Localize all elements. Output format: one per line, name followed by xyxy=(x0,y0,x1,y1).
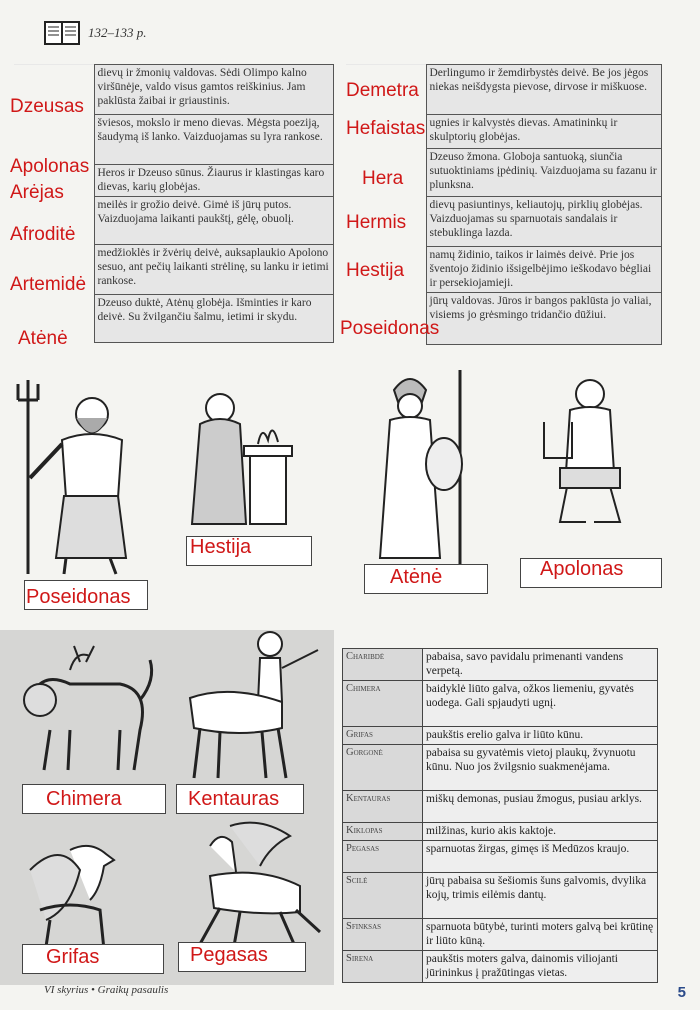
desc-cell: medžioklės ir žvėrių deivė, auksaplaukio Apolono sesuo, ant pečių laikanti strėlinę, su lanku ir ietimi rankose. xyxy=(94,245,334,295)
creature-table xyxy=(342,648,658,983)
answer-label: Hera xyxy=(362,168,404,189)
desc-cell: šviesos, mokslo ir meno dievas. Mėgsta poeziją, šaudymą iš lanko. Vaizduojamas su lyra rankose. xyxy=(94,115,334,165)
creature-name: Kiklopas xyxy=(343,823,423,841)
answer-label: Hefaistas xyxy=(346,118,426,139)
answer-label: Demetra xyxy=(346,80,419,101)
page-reference: 132–133 p. xyxy=(88,25,147,40)
chimera-figure xyxy=(10,640,160,785)
answer-text: Grifas xyxy=(46,946,100,968)
creature-desc: milžinas, kurio akis kaktoje. xyxy=(423,823,658,841)
desc-cell: Heros ir Dzeuso sūnus. Žiaurus ir klastingas karo dievas, karių globėjas. xyxy=(94,165,334,197)
desc-cell: Derlingumo ir žemdirbystės deivė. Be jos jėgos niekas neišdygsta pievose, dirvose ir miškuose. xyxy=(426,65,662,115)
answer-text: Kentauras xyxy=(188,788,280,810)
answer-label: Hestija xyxy=(346,260,405,281)
desc-cell: dievų pasiuntinys, keliautojų, pirklių globėjas. Vaizduojamas su sparnuotais sandalais ir stebuklinga lazda. xyxy=(426,197,662,247)
desc-cell: dievų ir žmonių valdovas. Sėdi Olimpo kalno viršūnėje, valdo visus gamtos reiškinius. Jam paklūsta žaibai ir griaustinis. xyxy=(94,65,334,115)
answer-text: Poseidonas xyxy=(26,586,131,608)
athena-figure xyxy=(370,368,480,568)
creature-desc: sparnuotas žirgas, gimęs iš Medūzos kraujo. xyxy=(423,841,658,873)
answer-text: Apolonas xyxy=(540,558,624,580)
apollo-figure xyxy=(530,372,640,542)
creature-name: Grifas xyxy=(343,727,423,745)
desc-cell: meilės ir grožio deivė. Gimė iš jūrų putos. Vaizduojama laikanti paukštį, gėlę, obuolį. xyxy=(94,197,334,245)
creature-desc: pabaisa su gyvatėmis vietoj plaukų, žvynuotu kūnu. Nuo jos žvilgsnio suakmenėjama. xyxy=(423,745,658,791)
answer-label: Atėnė xyxy=(18,328,68,349)
creature-name: Kentauras xyxy=(343,791,423,823)
answer-text: Atėnė xyxy=(390,566,443,588)
creature-desc: pabaisa, savo pavidalu primenanti vandens verpetą. xyxy=(423,649,658,681)
chapter-footer: VI skyrius • Graikų pasaulis xyxy=(44,984,169,996)
answer-text: Hestija xyxy=(190,536,252,558)
creature-name: Sfinksas xyxy=(343,919,423,951)
creature-desc: miškų demonas, pusiau žmogus, pusiau arklys. xyxy=(423,791,658,823)
answer-label: Poseidonas xyxy=(340,318,440,339)
creature-name: Chimera xyxy=(343,681,423,727)
creature-name: Gorgonė xyxy=(343,745,423,791)
creature-desc: sparnuota būtybė, turinti moters galvą bei krūtinę ir liūto kūną. xyxy=(423,919,658,951)
deity-table-right xyxy=(346,64,662,345)
answer-text: Chimera xyxy=(46,788,122,810)
answer-label: Apolonas xyxy=(10,156,90,177)
desc-cell: Dzeuso duktė, Atėnų globėja. Išminties ir karo deivė. Su žvilgančiu šalmu, ietimi ir skydu. xyxy=(94,295,334,343)
hestia-figure xyxy=(180,384,300,534)
centaur-figure xyxy=(170,628,330,786)
poseidon-figure xyxy=(6,378,156,578)
desc-cell: namų židinio, taikos ir laimės deivė. Prie jos šventojo židinio išsigelbėjimo ieškodavo bėgliai ir persekiojamieji. xyxy=(426,247,662,293)
creature-name: Sirena xyxy=(343,951,423,983)
desc-cell: jūrų valdovas. Jūros ir bangos paklūsta jo valiai, visiems jo grėsmingo tridančio dūžiui. xyxy=(426,293,662,345)
answer-label: Artemidė xyxy=(10,274,87,295)
answer-label: Dzeusas xyxy=(10,96,84,117)
answer-text: Pegasas xyxy=(190,944,268,966)
creature-name: Charibdė xyxy=(343,649,423,681)
answer-label: Hermis xyxy=(346,212,407,233)
creature-desc: paukštis erelio galva ir liūto kūnu. xyxy=(423,727,658,745)
page-number: 5 xyxy=(677,984,686,1001)
page-header xyxy=(44,20,147,46)
creature-desc: jūrų pabaisa su šešiomis šuns galvomis, dvylika kojų, trimis eilėmis dantų. xyxy=(423,873,658,919)
creature-desc: paukštis moters galva, dainomis viliojanti jūrininkus į pražūtingas vietas. xyxy=(423,951,658,983)
answer-label: Arėjas xyxy=(10,182,64,203)
creature-name: Pegasas xyxy=(343,841,423,873)
creature-name: Scilė xyxy=(343,873,423,919)
creature-desc: baidyklė liūto galva, ožkos liemeniu, gyvatės uodega. Gali spjaudyti ugnį. xyxy=(423,681,658,727)
book-icon xyxy=(44,21,80,45)
pegasus-figure xyxy=(170,816,330,956)
desc-cell: Dzeuso žmona. Globoja santuoką, siunčia sutuoktiniams įpėdinių. Vaizduojama su fazanu ir plunksna. xyxy=(426,149,662,197)
desc-cell: ugnies ir kalvystės dievas. Amatininkų ir skulptorių globėjas. xyxy=(426,115,662,149)
answer-label: Afroditė xyxy=(10,224,76,245)
